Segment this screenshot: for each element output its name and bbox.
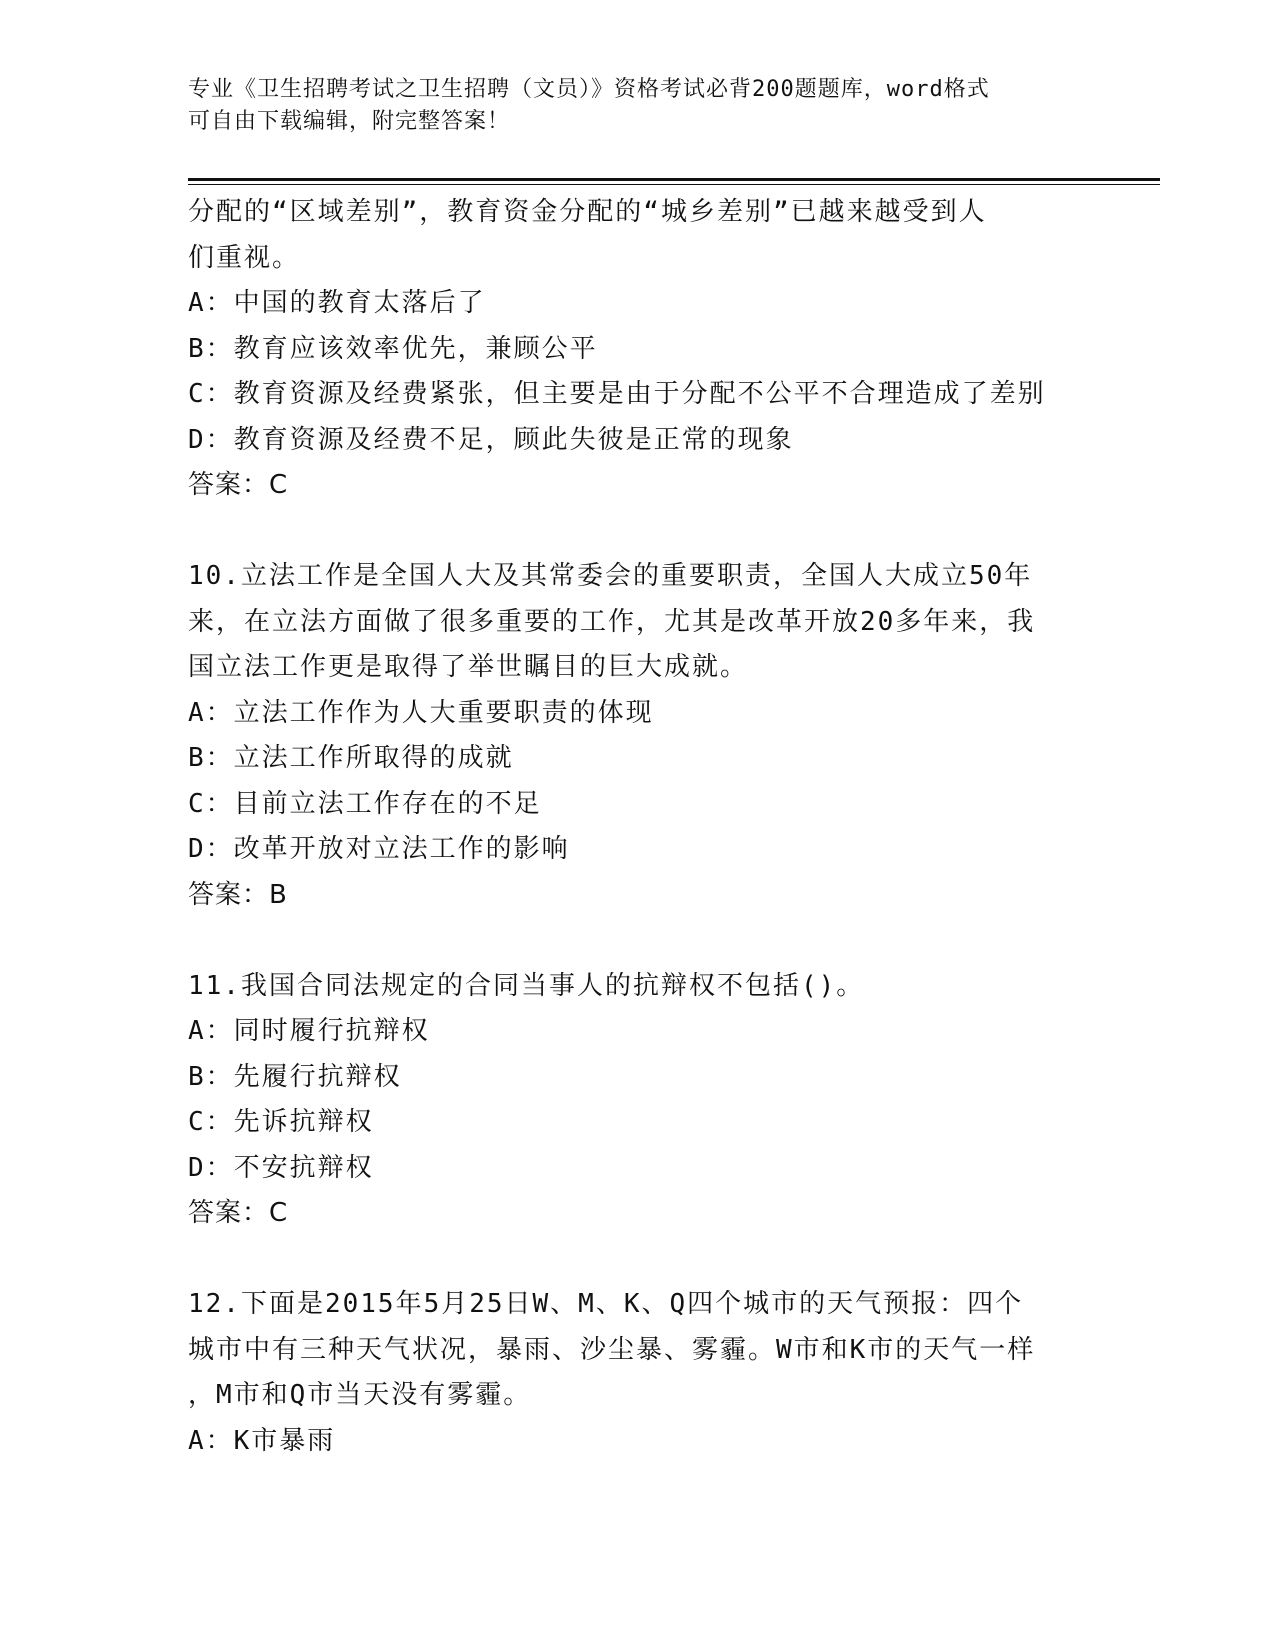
option-b: B：立法工作所取得的成就 [188, 743, 514, 773]
question-stem-line: 城市中有三种天气状况，暴雨、沙尘暴、雾霾。W市和K市的天气一样 [188, 1334, 1036, 1365]
question-spacer [188, 918, 1088, 964]
question-stem-line: 国立法工作更是取得了举世瞩目的巨大成就。 [188, 652, 749, 682]
header-line-1: 专业《卫生招聘考试之卫生招聘（文员）》资格考试必背200题题库，word格式 [188, 77, 990, 102]
option-b: B：先履行抗辩权 [188, 1061, 402, 1092]
question-list [188, 190, 1088, 1464]
question-9 [188, 190, 1088, 509]
question-11 [188, 964, 1088, 1237]
option-d: D：不安抗辩权 [188, 1152, 374, 1183]
option-b: B：教育应该效率优先，兼顾公平 [188, 333, 598, 364]
option-a: A：立法工作作为人大重要职责的体现 [188, 697, 654, 728]
header-divider-thin [188, 184, 1160, 185]
option-d: D：教育资源及经费不足，顾此失彼是正常的现象 [188, 424, 794, 455]
document-header [188, 74, 1088, 138]
question-stem-line: 们重视。 [188, 242, 301, 273]
option-a: A：中国的教育太落后了 [188, 288, 486, 318]
header-line-2: 可自由下载编辑，附完整答案！ [188, 109, 511, 134]
question-spacer [188, 1237, 1088, 1283]
option-d: D：改革开放对立法工作的影响 [188, 834, 570, 864]
question-stem-line: 来，在立法方面做了很多重要的工作，尤其是改革开放20多年来，我 [188, 606, 1036, 637]
option-c: C：目前立法工作存在的不足 [188, 788, 542, 819]
question-stem-line: 分配的“区域差别”，教育资金分配的“城乡差别”已越来越受到人 [188, 197, 987, 227]
option-a: A：K市暴雨 [188, 1425, 336, 1456]
answer-line: 答案：C [188, 1198, 289, 1228]
answer-line: 答案：B [188, 879, 288, 910]
header-divider-thick [188, 178, 1160, 181]
question-12 [188, 1282, 1088, 1464]
option-c: C：先诉抗辩权 [188, 1107, 374, 1137]
question-stem-line: 12.下面是2015年5月25日W、M、K、Q四个城市的天气预报：四个 [188, 1289, 1024, 1319]
question-spacer [188, 509, 1088, 555]
answer-line: 答案：C [188, 470, 289, 500]
question-stem-line: ，M市和Q市当天没有雾霾。 [188, 1380, 532, 1410]
question-stem-line: 10.立法工作是全国人大及其常委会的重要职责，全国人大成立50年 [188, 561, 1033, 591]
option-a: A：同时履行抗辩权 [188, 1016, 430, 1046]
question-stem-line: 11.我国合同法规定的合同当事人的抗辩权不包括()。 [188, 970, 865, 1001]
question-10 [188, 554, 1088, 918]
option-c: C：教育资源及经费紧张，但主要是由于分配不公平不合理造成了差别 [188, 379, 1046, 409]
